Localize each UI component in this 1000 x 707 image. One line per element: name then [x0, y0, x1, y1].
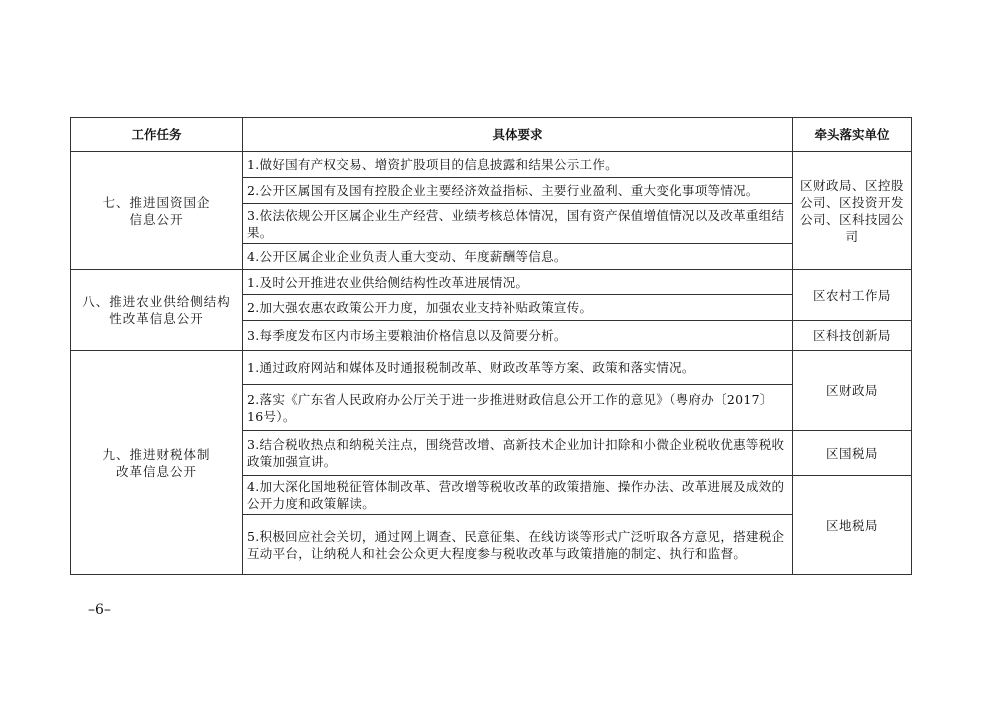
- requirement-cell: 2.加大强农惠农政策公开力度，加强农业支持补贴政策宣传。: [243, 295, 793, 321]
- header-task: 工作任务: [71, 118, 243, 152]
- unit-cell: 区国税局: [793, 431, 912, 476]
- task-line: 七、推进国资国企: [102, 194, 211, 210]
- table-row: [71, 351, 912, 385]
- requirement-cell: 5.积极回应社会关切，通过网上调查、民意征集、在线访谈等形式广泛听取各方意见，搭建税企互动平台，让纳税人和社会公众更大程度参与税收改革与政策措施的制定、执行和监督。: [243, 515, 793, 575]
- task-line: 九、推进财税体制: [102, 446, 211, 462]
- table-row: [71, 152, 912, 178]
- unit-cell: 区财政局: [793, 351, 912, 431]
- requirement-cell: 1.做好国有产权交易、增资扩股项目的信息披露和结果公示工作。: [243, 152, 793, 178]
- task-cell: [71, 270, 243, 351]
- unit-cell: 区地税局: [793, 476, 912, 575]
- task-table: [70, 117, 912, 575]
- requirement-cell: 4.加大深化国地税征管体制改革、营改增等税收改革的政策措施、操作办法、改革进展及成效的公开力度和政策解读。: [243, 476, 793, 515]
- unit-cell: 区财政局、区控股公司、区投资开发公司、区科技园公司: [793, 152, 912, 270]
- requirement-cell: 3.每季度发布区内市场主要粮油价格信息以及简要分析。: [243, 321, 793, 351]
- task-cell: [71, 152, 243, 270]
- requirement-cell: 2.落实《广东省人民政府办公厅关于进一步推进财政信息公开工作的意见》（粤府办〔2017〕16号）。: [243, 385, 793, 431]
- table-row: [71, 270, 912, 295]
- task-line: 改革信息公开: [115, 463, 197, 479]
- header-requirement: 具体要求: [243, 118, 793, 152]
- unit-cell: 区农村工作局: [793, 270, 912, 321]
- requirement-cell: 3.依法依规公开区属企业生产经营、业绩考核总体情况，国有资产保值增值情况以及改革重组结果。: [243, 204, 793, 244]
- header-unit: 牵头落实单位: [793, 118, 912, 152]
- requirement-cell: 1.通过政府网站和媒体及时通报税制改革、财政改革等方案、政策和落实情况。: [243, 351, 793, 385]
- requirement-cell: 3.结合税收热点和纳税关注点，围绕营改增、高新技术企业加计扣除和小微企业税收优惠等税收政策加强宣讲。: [243, 431, 793, 476]
- requirement-cell: 2.公开区属国有及国有控股企业主要经济效益指标、主要行业盈利、重大变化事项等情况。: [243, 178, 793, 204]
- page-number: –6–: [88, 602, 111, 618]
- unit-cell: 区科技创新局: [793, 321, 912, 351]
- task-line: 信息公开: [129, 211, 184, 227]
- requirement-cell: 4.公开区属企业企业负责人重大变动、年度薪酬等信息。: [243, 244, 793, 270]
- table-header-row: [71, 118, 912, 152]
- task-line: 八、推进农业供给侧结构: [82, 294, 231, 309]
- task-line: 性改革信息公开: [109, 311, 204, 326]
- task-cell: [71, 351, 243, 575]
- requirement-cell: 1.及时公开推进农业供给侧结构性改革进展情况。: [243, 270, 793, 295]
